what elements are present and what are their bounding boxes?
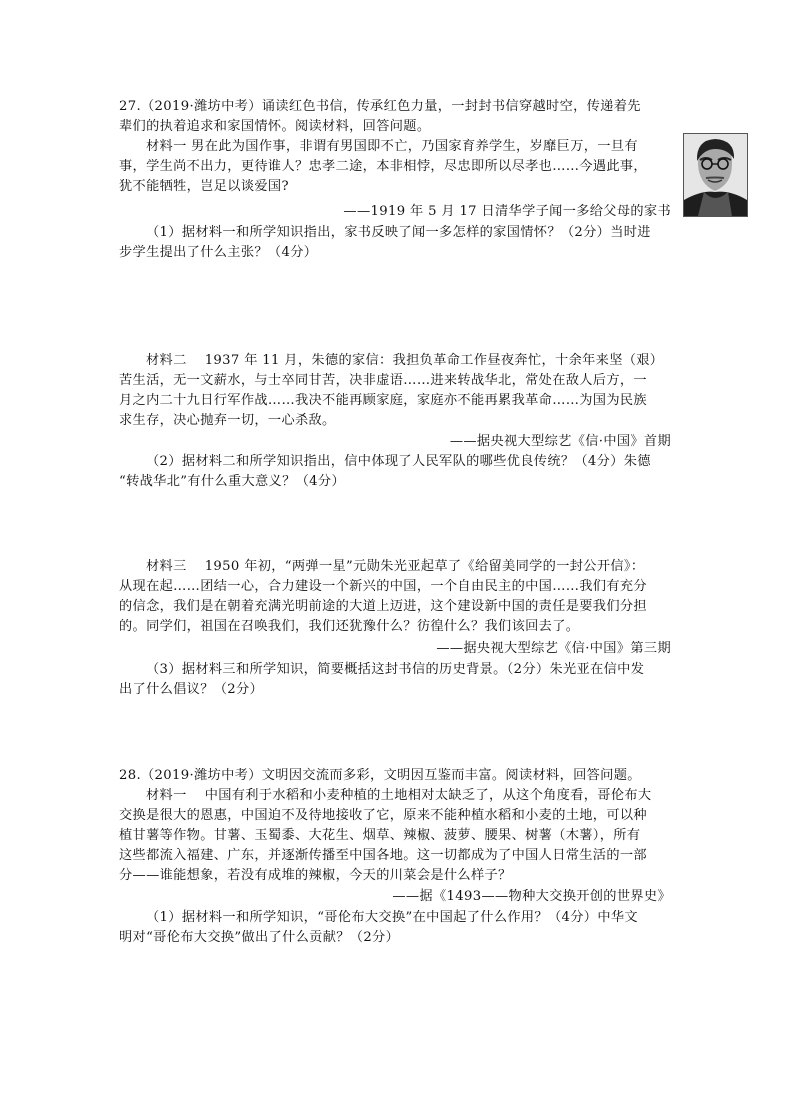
q28-material-1-line-4: 这些都流入福建、广东，并逐渐传播至中国各地。这一切都成为了中国人日常生活的一部 [119, 848, 647, 863]
q28-question-1-line-2: 明对“哥伦布大交换”做出了什么贡献？（2分） [119, 930, 400, 945]
q27-question-1-line-1: （1）据材料一和所学知识指出，家书反映了闻一多怎样的家国情怀？（2分）当时进 [146, 225, 651, 240]
q27-material-1-line-1: 材料一 男在此为国作事，非谓有男国即不亡，乃国家育养学生，岁靡巨万，一旦有 [146, 139, 638, 154]
q27-material-1-source: ——1919 年 5 月 17 日清华学子闻一多给父母的家书 [343, 204, 671, 219]
q27-question-1-line-2: 步学生提出了什么主张？（4分） [119, 245, 318, 260]
q27-material-3-source: ——据央视大型综艺《信·中国》第三期 [436, 641, 671, 656]
q28-intro: 28.（2019·潍坊中考）文明因交流而多彩，文明因互鉴而丰富。阅读材料，回答问题。 [119, 768, 641, 783]
q27-material-3-line-1: 材料三 1950 年初，“两弹一星”元勋朱光亚起草了《给留美同学的一封公开信》： [146, 559, 645, 574]
q28-material-1-line-5: 分——谁能想象，若没有成堆的辣椒，今天的川菜会是什么样子？ [119, 868, 512, 883]
q27-material-1-line-3: 犹不能牺牲，岂足以谈爱国? [119, 179, 289, 194]
q28-material-1-line-1: 材料一 中国有利于水稻和小麦种植的土地相对太缺乏了，从这个角度看，哥伦布大 [146, 788, 652, 803]
q27-material-2-line-3: 月之内二十九日行军作战……我决不能再顾家庭，家庭亦不能再累我革命……为国为民族 [119, 393, 647, 408]
q27-material-2-line-2: 苦生活，无一文薪水，与士卒同甘苦，决非虚语……进来转战华北，常处在敌人后方，一 [119, 373, 647, 388]
portrait-photo [683, 133, 748, 217]
portrait-illustration [684, 134, 747, 216]
q27-material-2-source: ——据央视大型综艺《信·中国》首期 [449, 434, 671, 449]
q27-material-1-line-2: 事，学生尚不出力，更待谁人？忠孝二途，本非相悖，尽忠即所以尽孝也……今遇此事， [119, 159, 647, 174]
q28-material-1-source: ——据《1493——物种大交换开创的世界史》 [392, 889, 671, 904]
q27-question-2-line-2: “转战华北”有什么重大意义？（4分） [119, 474, 345, 489]
q27-question-2-line-1: （2）据材料二和所学知识指出，信中体现了人民军队的哪些优良传统？（4分）朱德 [146, 454, 651, 469]
q27-material-3-line-3: 的信念，我们是在朝着充满光明前途的大道上迈进，这个建设新中国的责任是要我们分担 [119, 599, 647, 614]
q28-question-1-line-1: （1）据材料一和所学知识，“哥伦布大交换”在中国起了什么作用？（4分）中华文 [146, 910, 638, 925]
q27-question-3-line-1: （3）据材料三和所学知识，简要概括这封书信的历史背景。（2分）朱光亚在信中发 [146, 662, 645, 677]
q28-material-1-line-2: 交换是很大的恩惠，中国迫不及待地接收了它，原来不能种植水稻和小麦的土地，可以种 [119, 808, 647, 823]
q28-material-1-line-3: 植甘薯等作物。甘薯、玉蜀黍、大花生、烟草、辣椒、菠萝、腰果、树薯（木薯），所有 [119, 828, 641, 843]
q27-question-3-line-2: 出了什么倡议？（2分） [119, 682, 264, 697]
q27-material-3-line-2: 从现在起……团结一心，合力建设一个新兴的中国，一个自由民主的中国……我们有充分 [119, 579, 647, 594]
q27-material-2-line-1: 材料二 1937 年 11 月，朱德的家信：我担负革命工作昼夜奔忙，十余年来坚（艰） [146, 353, 664, 368]
q27-material-2-line-4: 求生存，决心抛弃一切，一心杀敌。 [119, 413, 336, 428]
q27-intro-line-2: 辈们的执着追求和家国情怀。阅读材料，回答问题。 [119, 119, 431, 134]
q27-material-3-line-4: 的。同学们，祖国在召唤我们，我们还犹豫什么？彷徨什么？我们该回去了。 [119, 619, 580, 634]
q27-intro-line-1: 27.（2019·潍坊中考）诵读红色书信，传承红色力量，一封封书信穿越时空，传递着先 [119, 99, 641, 114]
